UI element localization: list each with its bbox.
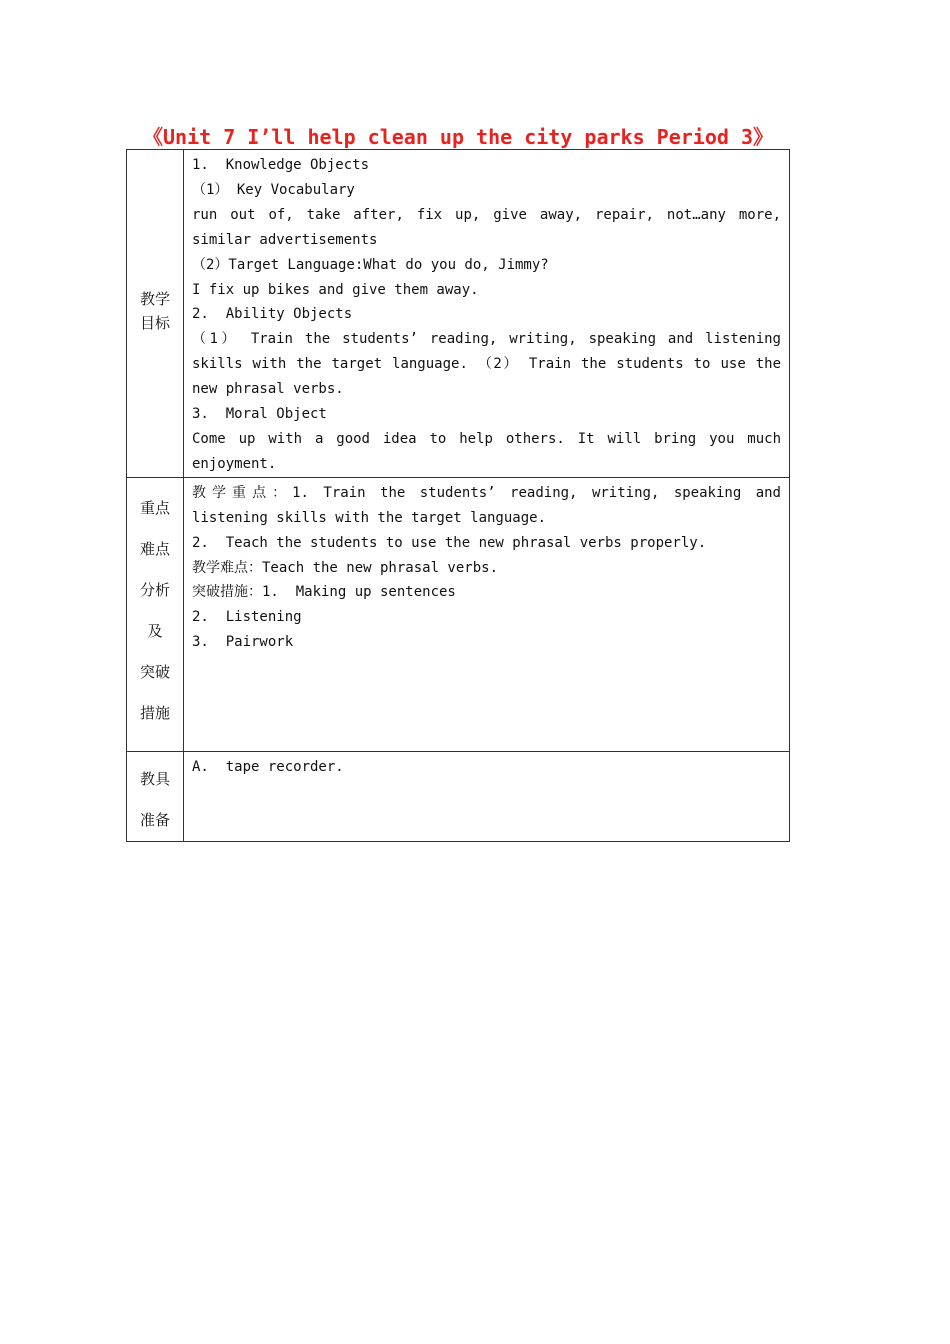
- row-label-line: 目标: [139, 314, 170, 332]
- row-label-line: 准备: [139, 810, 170, 829]
- content-line: skills with the target language. （2） Train the students to use the: [192, 356, 781, 373]
- content-line: 2. Listening: [192, 609, 302, 626]
- row-label-key-points: [127, 477, 184, 751]
- content-line: 教学难点：Teach the new phrasal verbs.: [192, 559, 499, 576]
- table-row-objectives: [127, 150, 790, 478]
- content-line: 2. Ability Objects: [192, 306, 353, 323]
- row-label-line: 分析: [139, 580, 170, 599]
- row-label-objectives: [127, 150, 184, 478]
- lesson-plan-table: [126, 149, 790, 842]
- row-label-line: 及: [147, 621, 163, 640]
- row-label-line: 措施: [139, 703, 170, 722]
- row-label-line: 重点: [139, 498, 170, 517]
- row-label-line: 教学: [139, 290, 170, 308]
- content-line: A. tape recorder.: [192, 758, 344, 775]
- row-label-line: 难点: [139, 539, 170, 558]
- document-title: 《Unit 7 I’ll help clean up the city parks Period 3》: [142, 125, 773, 149]
- row-label-teaching-aids: [127, 751, 184, 841]
- row-label-line: 教具: [139, 769, 170, 788]
- row-content-key-points: [184, 477, 790, 751]
- content-line: 教学重点：1. Train the students’ reading, writing, speaking and: [192, 484, 781, 501]
- row-content-objectives: [184, 150, 790, 478]
- content-line: （2）Target Language:What do you do, Jimmy?: [192, 256, 549, 273]
- content-line: 3. Moral Object: [192, 406, 327, 423]
- content-line: 突破措施：1. Making up sentences: [192, 584, 456, 601]
- row-content-teaching-aids: [184, 751, 790, 841]
- content-line: 3. Pairwork: [192, 634, 294, 651]
- content-line: 1. Knowledge Objects: [192, 157, 370, 173]
- table-row-teaching-aids: [127, 751, 790, 841]
- table-row-key-points: [127, 477, 790, 751]
- content-line: （1） Train the students’ reading, writing, speaking and listening: [192, 331, 781, 348]
- content-line: 2. Teach the students to use the new phrasal verbs properly.: [192, 534, 707, 551]
- content-line: enjoyment.: [192, 455, 277, 472]
- content-line: listening skills with the target language.: [192, 509, 547, 526]
- content-line: new phrasal verbs.: [192, 381, 344, 398]
- content-line: run out of, take after, fix up, give away, repair, not…any more,: [192, 206, 781, 223]
- content-line: similar advertisements: [192, 231, 378, 248]
- content-line: （1） Key Vocabulary: [192, 181, 355, 198]
- content-line: Come up with a good idea to help others. It will bring you much: [192, 430, 781, 447]
- content-line: I fix up bikes and give them away.: [192, 281, 479, 298]
- row-label-line: 突破: [139, 662, 170, 681]
